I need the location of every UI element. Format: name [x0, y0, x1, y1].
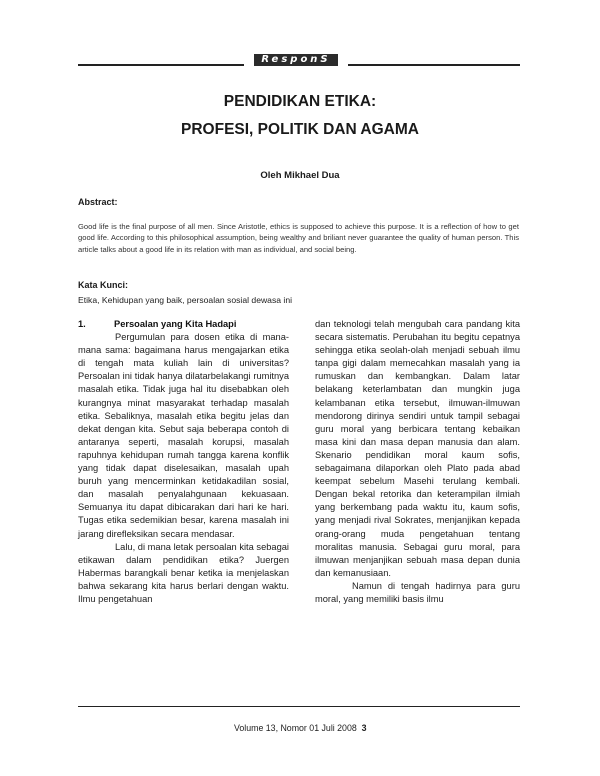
header-rule-left [78, 64, 244, 66]
title-line-2: PROFESI, POLITIK DAN AGAMA [181, 121, 419, 138]
footer-rule [78, 706, 520, 707]
body-paragraph-1: Pergumulan para dosen etika di mana-mana sama: bagaimana harus mengajarkan etika di tengah mata kuliah lain di universitas? Persoalan ini tidak hanya dilatarbelakangi rumitnya masalah etika. Tidak juga hal itu disebabkan oleh kurangnya minat masyarakat terhadap masalah etika. Sebaliknya, masalah etika begitu jelas dan dekat dengan kita. Sebut saja beberapa contoh di antaranya seperti, masalah korupsi, masalah rapuhnya kehidupan rumah tangga karena konflik yang tidak dapat diselesaikan, masalah upah buruh yang mencerminkan ketidakadilan sosial, dan masalah penyalahgunaan kekuasaan. Semuanya itu dapat dibicarakan dari hari ke hari. Tugas etika sedemikian besar, karena masalah ini jarang direfleksikan secara mendasar. [78, 332, 289, 539]
body-paragraph-3: Namun di tengah hadirnya para guru moral, yang memiliki basis ilmu [315, 580, 520, 604]
section-heading [78, 318, 289, 331]
body-paragraph-2: Lalu, di mana letak persoalan kita sebagai etikawan dalam pendidikan etika? Juergen Habermas barangkali benar ketika ia menjelaskan bahwa sekarang kita harus berlari dengan waktu. Ilmu pengetahuan [78, 541, 289, 604]
keywords-text: Etika, Kehidupan yang baik, persoalan sosial dewasa ini [78, 295, 293, 305]
body-right-column [315, 318, 520, 606]
section-number: 1. [78, 319, 86, 329]
abstract-heading: Abstract: [78, 197, 118, 207]
title-line-1: PENDIDIKAN ETIKA: [223, 93, 377, 110]
header-rule-right [348, 64, 520, 66]
footer-volume: Volume 13, Nomor 01 Juli 2008 [234, 723, 357, 733]
section-title: Persoalan yang Kita Hadapi [114, 319, 237, 329]
journal-brand: ResponS [254, 54, 338, 66]
abstract-text: Good life is the final purpose of all men. Since Aristotle, ethics is supposed to achieve this purpose. It is a reflection of how to get good life. According to this philosophical assumption, being wealthy and briliant never guarantee the quality of human person. This article talks about a good life in its relation with man as individual, and social being. [78, 222, 519, 254]
page-number: 3 [361, 723, 367, 733]
footer [234, 723, 367, 733]
body-left-column [78, 318, 289, 606]
keywords-heading: Kata Kunci: [78, 280, 129, 290]
author: Oleh Mikhael Dua [260, 170, 340, 181]
body-paragraph-2-continued: dan teknologi telah mengubah cara pandang kita secara sistematis. Perubahan itu begitu cepatnya sehingga etika seolah-olah menjadi sebuah ilmu tanpa gigi dalam memecahkan masalah yang ia rumuskan dan kembangkan. Dalam latar belakang keterlambatan dan mungkin juga kelambanan etika tersebut, ilmuwan-ilmuwan mendorong dirinya sendiri untuk tampil sebagai guru moral yang berbicara tentang kebaikan masa kini dan masa depan manusia dan alam. Skenario pendidikan moral kaum sofis, sebagaimana dilaporkan oleh Plato pada abad keempat sebelum Masehi terulang kembali. Dengan bekal retorika dan keterampilan ilmiah yang berkembang pada waktu itu, kaum sofis, yang menjadi rival Sokrates, menjanjikan kepada orang-orang muda pengetahuan tentang moralitas manusia. Sebagai guru moral, para ilmuwan menjanjikan sebuah masa depan dunia dan kemanusiaan. [315, 319, 520, 578]
